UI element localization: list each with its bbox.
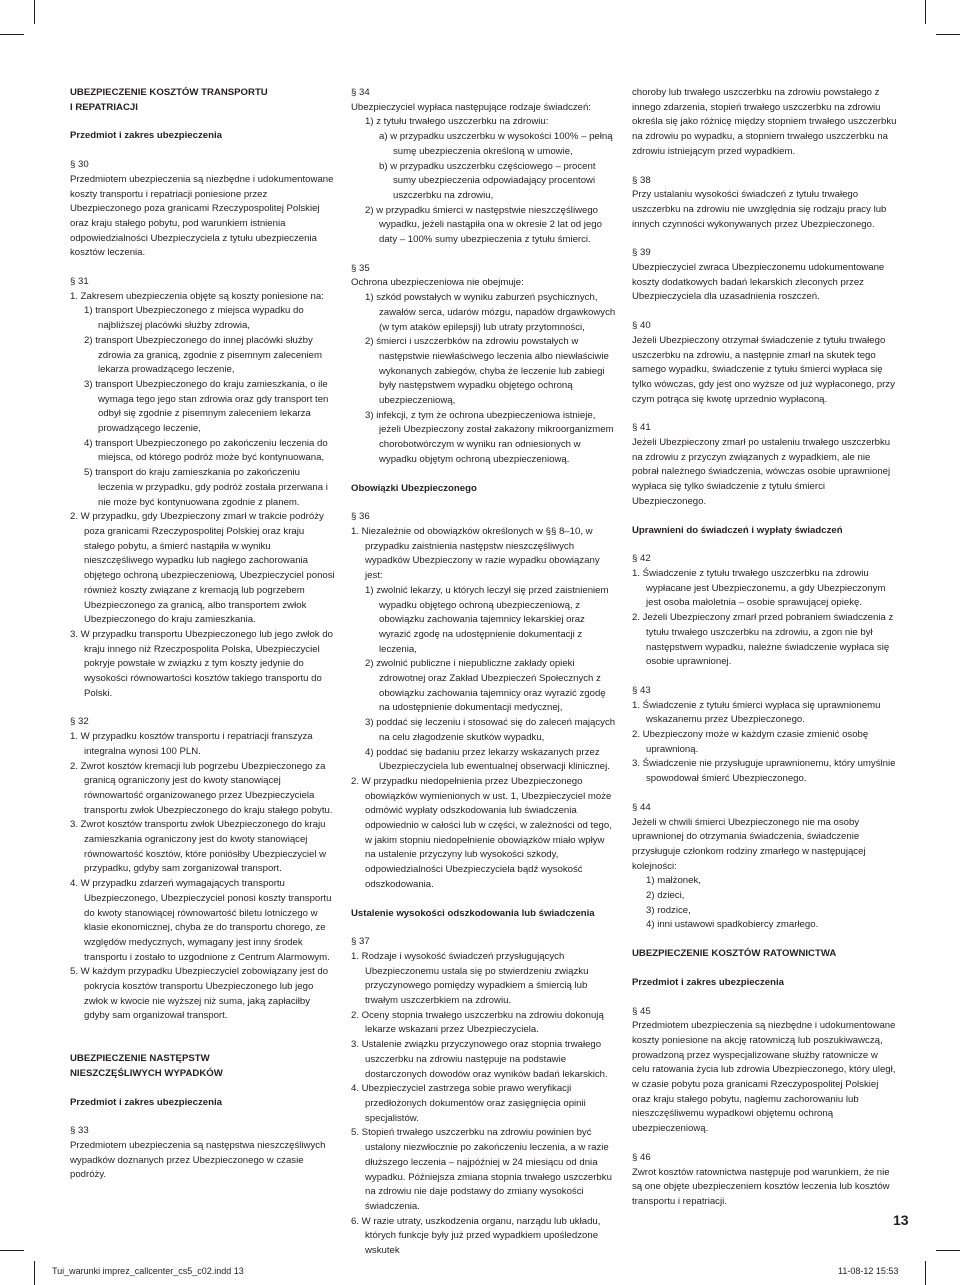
- list-item: 1) małżonek,: [646, 875, 701, 887]
- spacer: [70, 115, 336, 129]
- paragraph: Przedmiotem ubezpieczenia są następstwa nieszczęśliwych wypadków doznanych przez Ubezpieczonego w czasie podróży.: [70, 1140, 326, 1181]
- crop-mark: [936, 1250, 960, 1251]
- spacer: [351, 468, 617, 482]
- paragraph-number: § 34: [351, 87, 370, 98]
- list-item: 3. Zwrot kosztów transportu zwłok Ubezpieczonego do kraju zamieszkania ograniczony jest do kwoty stanowiącej równowartość kosztów, które poniósłby Ubezpieczyciel w przypadku, gdyby sam zorganizował transport.: [70, 819, 327, 875]
- spacer: [351, 248, 617, 262]
- paragraph: Przedmiotem ubezpieczenia są niezbędne i udokumentowane koszty poniesione na akcję ratowniczą lub poszukiwawczą, prowadzoną przez wyspecjalizowane służby ratownicze w celu ratowania życia lub zdrowia Ubezpieczonego, który uległ, w czasie pobytu poza granicami Rzeczypospolitej Polskiej oraz kraju stałego pobytu, nagłemu zachorowaniu lub nieszczęśliwemu wypadkowi objętemu ochroną ubezpieczeniową.: [632, 1020, 896, 1135]
- list-item: 3) rodzice,: [646, 904, 691, 916]
- list-item: 2. Zwrot kosztów kremacji lub pogrzebu Ubezpieczonego za granicą ograniczony jest do kwoty stanowiącej równowartość organizowanego przez Ubezpieczyciela transportu zwłok Ubezpieczonego do kraju stałego pobytu.: [70, 760, 333, 816]
- subsection-heading: Ustalenie wysokości odszkodowania lub świadczenia: [351, 907, 595, 919]
- text-column-right: [632, 86, 898, 1210]
- subsection-heading: Przedmiot i zakres ubezpieczenia: [632, 976, 784, 988]
- list-item: 1) transport Ubezpieczonego z miejsca wypadku do najbliższej placówki służby zdrowia,: [84, 305, 304, 332]
- list-item: 1. W przypadku kosztów transportu i repatriacji franszyza integralna wynosi 100 PLN.: [70, 731, 313, 757]
- spacer: [632, 670, 898, 684]
- paragraph: Przedmiotem ubezpieczenia są niezbędne i udokumentowane koszty transportu i repatriacji poniesione przez Ubezpieczonego poza granicami Rzeczypospolitej Polskiej oraz kraju stałego pobytu, pod warunkiem istnienia odpowiedzialności Ubezpieczyciela z tytułu ubezpieczenia kosztów leczenia.: [70, 173, 334, 259]
- list-item: 3. W przypadku transportu Ubezpieczonego lub jego zwłok do kraju innego niż Rzeczpospolita Polska, Ubezpieczyciel pokryje powstałe w związku z tym koszty jedynie do wysokości równowartości kosztów takiego transportu do Polski.: [70, 628, 333, 699]
- list-item: 1. Niezależnie od obowiązków określonych w §§ 8–10, w przypadku zaistnienia następstw nieszczęśliwych wypadków Ubezpieczony w razie wypadku obowiązany jest:: [351, 525, 600, 582]
- paragraph: Przy ustalaniu wysokości świadczeń z tytułu trwałego uszczerbku na zdrowiu nie uwzględnia się rodzaju pracy lub innych czynności wykonywanych przez Ubezpieczonego.: [632, 189, 887, 230]
- text-column-middle: [351, 86, 617, 1259]
- list-item: 6. W razie utraty, uszkodzenia organu, narządu lub układu, których funkcje były już przed wypadkiem upośledzone wskutek: [351, 1215, 601, 1257]
- list-item: 2. W przypadku, gdy Ubezpieczony zmarł w trakcie podróży poza granicami Rzeczypospolitej Polskiej oraz kraju stałego pobytu, a śmierć nastąpiła w wyniku nieszczęśliwego wypadku lub nagłego zachorowania objętego ochroną ubezpieczeniową, Ubezpieczyciel ponosi również koszty związane z kremacją lub pogrzebem Ubezpieczonego za granicą, albo transportem zwłok Ubezpieczonego do kraju zamieszkania.: [70, 511, 335, 626]
- spacer: [632, 538, 898, 552]
- list-item: a) w przypadku uszczerbku w wysokości 100% – pełną sumę ubezpieczenia określoną w umowie,: [379, 131, 613, 157]
- paragraph-number: § 38: [632, 174, 651, 186]
- print-slug-file: Tui_warunki imprez_callcenter_cs5_c02.indd 13: [52, 1266, 244, 1276]
- subsection-heading: Uprawnieni do świadczeń i wypłaty świadczeń: [632, 524, 843, 536]
- spacer: [632, 510, 898, 524]
- paragraph: Jeżeli w chwili śmierci Ubezpieczonego nie ma osoby uprawnionej do otrzymania świadczenia, świadczenie przysługuje członkom rodziny zmarłego w następującej kolejności:: [632, 816, 866, 872]
- spacer: [632, 232, 898, 246]
- spacer: [70, 1082, 336, 1096]
- paragraph-number: § 33: [70, 1125, 89, 1137]
- list-item: 2. W przypadku niedopełnienia przez Ubezpieczonego obowiązków wymienionych w ust. 1, Ubezpieczyciel może odmówić wypłaty odszkodowania lub świadczenia odpowiednio w całości lub w części, w zależności od tego, w jakim stopniu niedopełnienie obowiązków miało wpływ na ustalenie przyczyny lub wysokości szkody, odpowiedzialności Ubezpieczyciela bądź wysokość odszkodowania.: [351, 775, 612, 890]
- spacer: [632, 933, 898, 947]
- paragraph-number: § 41: [632, 422, 651, 434]
- spacer: [351, 921, 617, 935]
- spacer: [70, 144, 336, 158]
- paragraph: Zwrot kosztów ratownictwa następuje pod warunkiem, że nie są one objęte ubezpieczeniem kosztów leczenia lub kosztów transportu i repatriacji.: [632, 1166, 890, 1207]
- crop-mark: [0, 1250, 24, 1251]
- list-item: 2) w przypadku śmierci w następstwie nieszczęśliwego wypadku, jeżeli nastąpiła ona w okresie 2 lat od jego daty – 100% sumy ubezpieczenia z tytułu śmierci.: [365, 204, 602, 246]
- section-heading: UBEZPIECZENIE KOSZTÓW TRANSPORTU: [70, 87, 268, 98]
- paragraph: Ochrona ubezpieczeniowa nie obejmuje:: [351, 277, 524, 289]
- list-item: 5) transport do kraju zamieszkania po zakończeniu leczenia w przypadku, gdy podróż została przerwana i nie może być kontynuowana zgodnie z planem.: [84, 467, 328, 508]
- spacer: [70, 1110, 336, 1124]
- spacer: [632, 305, 898, 319]
- paragraph-number: § 46: [632, 1151, 651, 1163]
- list-item: 1) zwolnić lekarzy, u których leczył się przed zaistnieniem wypadku objętego ochroną ubezpieczeniową, z obowiązku zachowania tajemnicy lekarskiej oraz wyrazić zgodę na udostępnienie dokumentacji z leczenia,: [365, 584, 609, 655]
- crop-mark: [925, 1261, 926, 1285]
- list-item: 3) transport Ubezpieczonego do kraju zamieszkania, o ile wymaga tego jego stan zdrowia oraz gdy transport ten odbył się zgodnie z pisemnym zaleceniem lekarza prowadzącego leczenie,: [84, 378, 329, 435]
- paragraph-number: § 44: [632, 801, 651, 813]
- list-item: 2) transport Ubezpieczonego do innej placówki służby zdrowia za granicą, zgodnie z pisemnym zaleceniem lekarza prowadzącego leczenie,: [84, 334, 322, 376]
- list-item: 4) transport Ubezpieczonego po zakończeniu leczenia do miejsca, od którego podróż może być kontynuowana,: [84, 437, 328, 464]
- page-number: 13: [893, 1212, 909, 1228]
- print-slug-date: 11-08-12 15:53: [838, 1266, 899, 1276]
- paragraph-number: § 45: [632, 1005, 651, 1017]
- section-heading: NIESZCZĘŚLIWYCH WYPADKÓW: [70, 1067, 223, 1079]
- paragraph: Jeżeli Ubezpieczony otrzymał świadczenie z tytułu trwałego uszczerbku na zdrowiu, a następnie zmarł na skutek tego samego wypadku, świadczenie z tytułu śmierci wypłaca się tylko wówczas, gdy jest ono wyższe od już wypłaconego, przy czym potrąca się kwotę uprzednio wypłaconą.: [632, 334, 895, 405]
- list-item: 2) dzieci,: [646, 890, 685, 902]
- crop-mark: [34, 0, 35, 24]
- spacer: [70, 701, 336, 715]
- list-item: 5. Stopień trwałego uszczerbku na zdrowiu powinien być ustalony niezwłocznie po zakończeniu leczenia, a w razie dłuższego leczenia – najpóźniej w 24 miesiącu od dnia wypadku. Późniejsza zmiana stopnia trwałego uszczerbku na zdrowiu nie daje podstawy do zmiany wysokości świadczenia.: [351, 1127, 612, 1212]
- section-heading: UBEZPIECZENIE KOSZTÓW RATOWNICTWA: [632, 948, 837, 960]
- paragraph: choroby lub trwałego uszczerbku na zdrowiu powstałego z innego zdarzenia, stopień trwałego uszczerbku na zdrowiu określa się jako różnicę między stopniem trwałego uszczerbku na zdrowiu po wypadku, a stopniem trwałego uszczerbku na zdrowiu istniejącym przed wypadkiem.: [632, 87, 897, 157]
- list-item: 3. Ustalenie związku przyczynowego oraz stopnia trwałego uszczerbku na zdrowiu następuje na podstawie dostarczonych dowodów oraz wyników badań lekarskich.: [351, 1039, 608, 1080]
- list-item: 4. W przypadku zdarzeń wymagających transportu Ubezpieczonego, Ubezpieczyciel ponosi koszty transportu do kwoty stanowiącej równowartość biletu lotniczego w klasie ekonomicznej, chyba że do transportu chorego, ze względów medycznych, wymagany jest inny środek transportu i zostało to uzgodnione z Centrum Alarmowym.: [70, 878, 332, 963]
- list-item: b) w przypadku uszczerbku częściowego – procent sumy ubezpieczenia odpowiadający procentowi uszczerbku na zdrowiu,: [379, 160, 596, 201]
- text-column-left: [70, 86, 336, 1183]
- list-item: 1. Rodzaje i wysokość świadczeń przysługujących Ubezpieczonemu ustala się po stwierdzeniu związku przyczynowego pomiędzy wypadkiem a śmiercią lub trwałym uszczerbkiem na zdrowiu.: [351, 950, 589, 1007]
- list-item: 1. Zakresem ubezpieczenia objęte są koszty poniesione na:: [70, 290, 324, 302]
- crop-mark: [925, 0, 926, 24]
- list-item: 2. Oceny stopnia trwałego uszczerbku na zdrowiu dokonują lekarze wskazani przez Ubezpieczyciela.: [351, 1009, 604, 1036]
- paragraph-number: § 36: [351, 511, 370, 523]
- list-item: 1. Świadczenie z tytułu śmierci wypłaca się uprawnionemu wskazanemu przez Ubezpieczonego.: [632, 699, 881, 726]
- crop-mark: [0, 34, 24, 35]
- list-item: 3. Świadczenie nie przysługuje uprawnionemu, który umyślnie spowodował śmierć Ubezpieczonego.: [632, 758, 896, 785]
- spacer: [632, 991, 898, 1005]
- spacer: [632, 407, 898, 421]
- list-item: 1) z tytułu trwałego uszczerbku na zdrowiu:: [365, 116, 549, 128]
- paragraph-number: § 37: [351, 936, 370, 948]
- spacer: [70, 1038, 336, 1052]
- section-heading: UBEZPIECZENIE NASTĘPSTW: [70, 1053, 210, 1065]
- spacer: [632, 160, 898, 174]
- paragraph-number: § 31: [70, 276, 89, 288]
- paragraph-number: § 32: [70, 716, 89, 728]
- section-heading: I REPATRIACJI: [70, 101, 138, 113]
- paragraph-number: § 35: [351, 262, 370, 274]
- list-item: 4. Ubezpieczyciel zastrzega sobie prawo weryfikacji przedłożonych dokumentów oraz zasięgnięcia opinii specjalistów.: [351, 1083, 586, 1124]
- list-item: 2) zwolnić publiczne i niepubliczne zakłady opieki zdrowotnej oraz Zakład Ubezpieczeń Społecznych z obowiązku zachowania tajemnicy oraz wyrazić zgodę na udostępnienie dokumentacji medycznej,: [365, 658, 606, 714]
- paragraph-number: § 30: [70, 159, 89, 171]
- subsection-heading: Obowiązki Ubezpieczonego: [351, 482, 477, 494]
- spacer: [632, 962, 898, 976]
- subsection-heading: Przedmiot i zakres ubezpieczenia: [70, 1096, 222, 1108]
- paragraph-number: § 39: [632, 247, 651, 259]
- crop-mark: [34, 1261, 35, 1285]
- spacer: [351, 496, 617, 510]
- list-item: 2. Jeżeli Ubezpieczony zmarł przed pobraniem świadczenia z tytułu trwałego uszczerbku na zdrowiu, a zgon nie był następstwem wypadku, należne świadczenie wypłaca się osobie uprawnionej.: [632, 612, 894, 668]
- paragraph-number: § 42: [632, 553, 651, 565]
- spacer: [351, 893, 617, 907]
- list-item: 3) infekcji, z tym że ochrona ubezpieczeniowa istnieje, jeżeli Ubezpieczony został zakażony mikroorganizmem chorobotwórczym w wyniku ran odniesionych w wypadku objętym ochroną ubezpieczeniową.: [365, 409, 614, 465]
- list-item: 1. Świadczenie z tytułu trwałego uszczerbku na zdrowiu wypłacane jest Ubezpieczonemu, a gdy Ubezpieczonym jest osoba małoletnia – osobie sprawującej opiekę.: [632, 567, 886, 609]
- spacer: [632, 1137, 898, 1151]
- list-item: 1) szkód powstałych w wyniku zaburzeń psychicznych, zawałów serca, udarów mózgu, napadów drgawkowych (w tym ataków epilepsji) lub utraty przytomności,: [365, 292, 616, 333]
- paragraph: Jeżeli Ubezpieczony zmarł po ustaleniu trwałego uszczerbku na zdrowiu z przyczyn związanych z wypadkiem, ale nie pobrał należnego świadczenia, wówczas osobie uprawnionej wypłaca się tylko świadczenie z tytułu śmierci Ubezpieczonego.: [632, 437, 891, 507]
- crop-mark: [936, 34, 960, 35]
- list-item: 2. Ubezpieczony może w każdym czasie zmienić osobę uprawnioną.: [632, 729, 869, 755]
- list-item: 3) poddać się leczeniu i stosować się do zaleceń mających na celu złagodzenie skutków wypadku,: [365, 717, 616, 743]
- paragraph-number: § 43: [632, 684, 651, 696]
- spacer: [70, 1024, 336, 1038]
- paragraph-number: § 40: [632, 320, 651, 332]
- paragraph: Ubezpieczyciel wypłaca następujące rodzaje świadczeń:: [351, 101, 591, 113]
- list-item: 5. W każdym przypadku Ubezpieczyciel zobowiązany jest do pokrycia kosztów transportu Ubezpieczonego lub jego zwłok w kwocie nie wyższej niż suma, jaką zapłaciłby gdyby sam organizował transport.: [70, 966, 329, 1022]
- subsection-heading: Przedmiot i zakres ubezpieczenia: [70, 130, 222, 142]
- spacer: [632, 787, 898, 801]
- list-item: 4) poddać się badaniu przez lekarzy wskazanych przez Ubezpieczyciela lub ewentualnej obserwacji klinicznej.: [365, 746, 610, 773]
- paragraph: Ubezpieczyciel zwraca Ubezpieczonemu udokumentowane koszty dodatkowych badań lekarskich zleconych przez Ubezpieczyciela dla uzasadnienia roszczeń.: [632, 262, 885, 303]
- list-item: 2) śmierci i uszczerbków na zdrowiu powstałych w następstwie niewłaściwego leczenia albo niewłaściwie wykonanych zabiegów, chyba że leczenie lub zabiegi były następstwem wypadku objętego ochroną ubezpieczeniową,: [365, 336, 609, 407]
- spacer: [70, 261, 336, 275]
- list-item: 4) inni ustawowi spadkobiercy zmarłego.: [646, 919, 819, 931]
